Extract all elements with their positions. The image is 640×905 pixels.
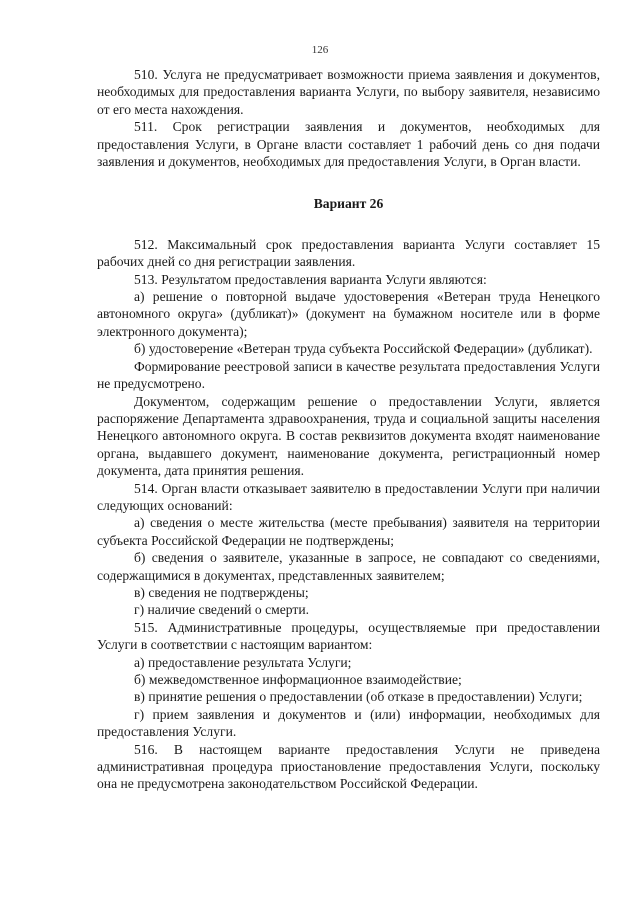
paragraph-decision-document: Документом, содержащим решение о предоставлении Услуги, является распоряжение Департамента здравоохранения, труда и социальной защиты населения Ненецкого автономного округа. В состав реквизитов документа входят наименование органа, выдавшего документ, наименование документа, регистрационный номер документа, дата принятия решения.	[97, 393, 600, 479]
list-item-515g: г) прием заявления и документов и (или) информации, необходимых для предоставления Услуги.	[97, 706, 600, 740]
paragraph-515: 515. Административные процедуры, осуществляемые при предоставлении Услуги в соответствии с настоящим вариантом:	[97, 619, 600, 653]
list-item-513a: а) решение о повторной выдаче удостоверения «Ветеран труда Ненецкого автономного округа» (дубликат)» (документ на бумажном носителе или в форме электронного документа);	[97, 289, 600, 339]
paragraph-513: 513. Результатом предоставления варианта Услуги являются:	[134, 271, 487, 287]
paragraph-510: 510. Услуга не предусматривает возможности приема заявления и документов, необходимых для предоставления варианта Услуги, по выбору заявителя, независимо от его места нахождения.	[97, 67, 600, 117]
list-item-514a: а) сведения о месте жительства (месте пребывания) заявителя на территории субъекта Российской Федерации не подтверждены;	[97, 515, 600, 548]
list-item-514g: г) наличие сведений о смерти.	[134, 602, 310, 618]
page-number: 126	[311, 44, 329, 56]
list-item-514v: в) сведения не подтверждены;	[134, 584, 309, 600]
document-body	[97, 66, 600, 793]
list-item-515a: а) предоставление результата Услуги;	[134, 654, 352, 670]
paragraph-516: 516. В настоящем варианте предоставления Услуги не приведена административная процедура приостановление предоставления Услуги, поскольку она не предусмотрена законодательством Российской Федерации.	[97, 741, 600, 792]
list-item-515b: б) межведомственное информационное взаимодействие;	[134, 672, 462, 687]
section-heading: Вариант 26	[313, 196, 384, 212]
paragraph-511: 511. Срок регистрации заявления и документов, необходимых для предоставления Услуги, в Органе власти составляет 1 рабочий день со дня подачи заявления и документов, необходимых для предоставления Услуги, в Орган власти.	[97, 119, 600, 170]
paragraph-514: 514. Орган власти отказывает заявителю в предоставлении Услуги при наличии следующих оснований:	[97, 480, 600, 513]
list-item-513b: б) удостоверение «Ветеран труда субъекта Российской Федерации» (дубликат).	[134, 341, 593, 357]
paragraph-registry-note: Формирование реестровой записи в качестве результата предоставления Услуги не предусмотрено.	[97, 358, 600, 392]
paragraph-512: 512. Максимальный срок предоставления варианта Услуги составляет 15 рабочих дней со дня регистрации заявления.	[97, 236, 600, 270]
list-item-514b: б) сведения о заявителе, указанные в запросе, не совпадают со сведениями, содержащимися в документах, представленных заявителем;	[97, 550, 600, 583]
list-item-515v: в) принятие решения о предоставлении (об отказе в предоставлении) Услуги;	[134, 689, 583, 705]
